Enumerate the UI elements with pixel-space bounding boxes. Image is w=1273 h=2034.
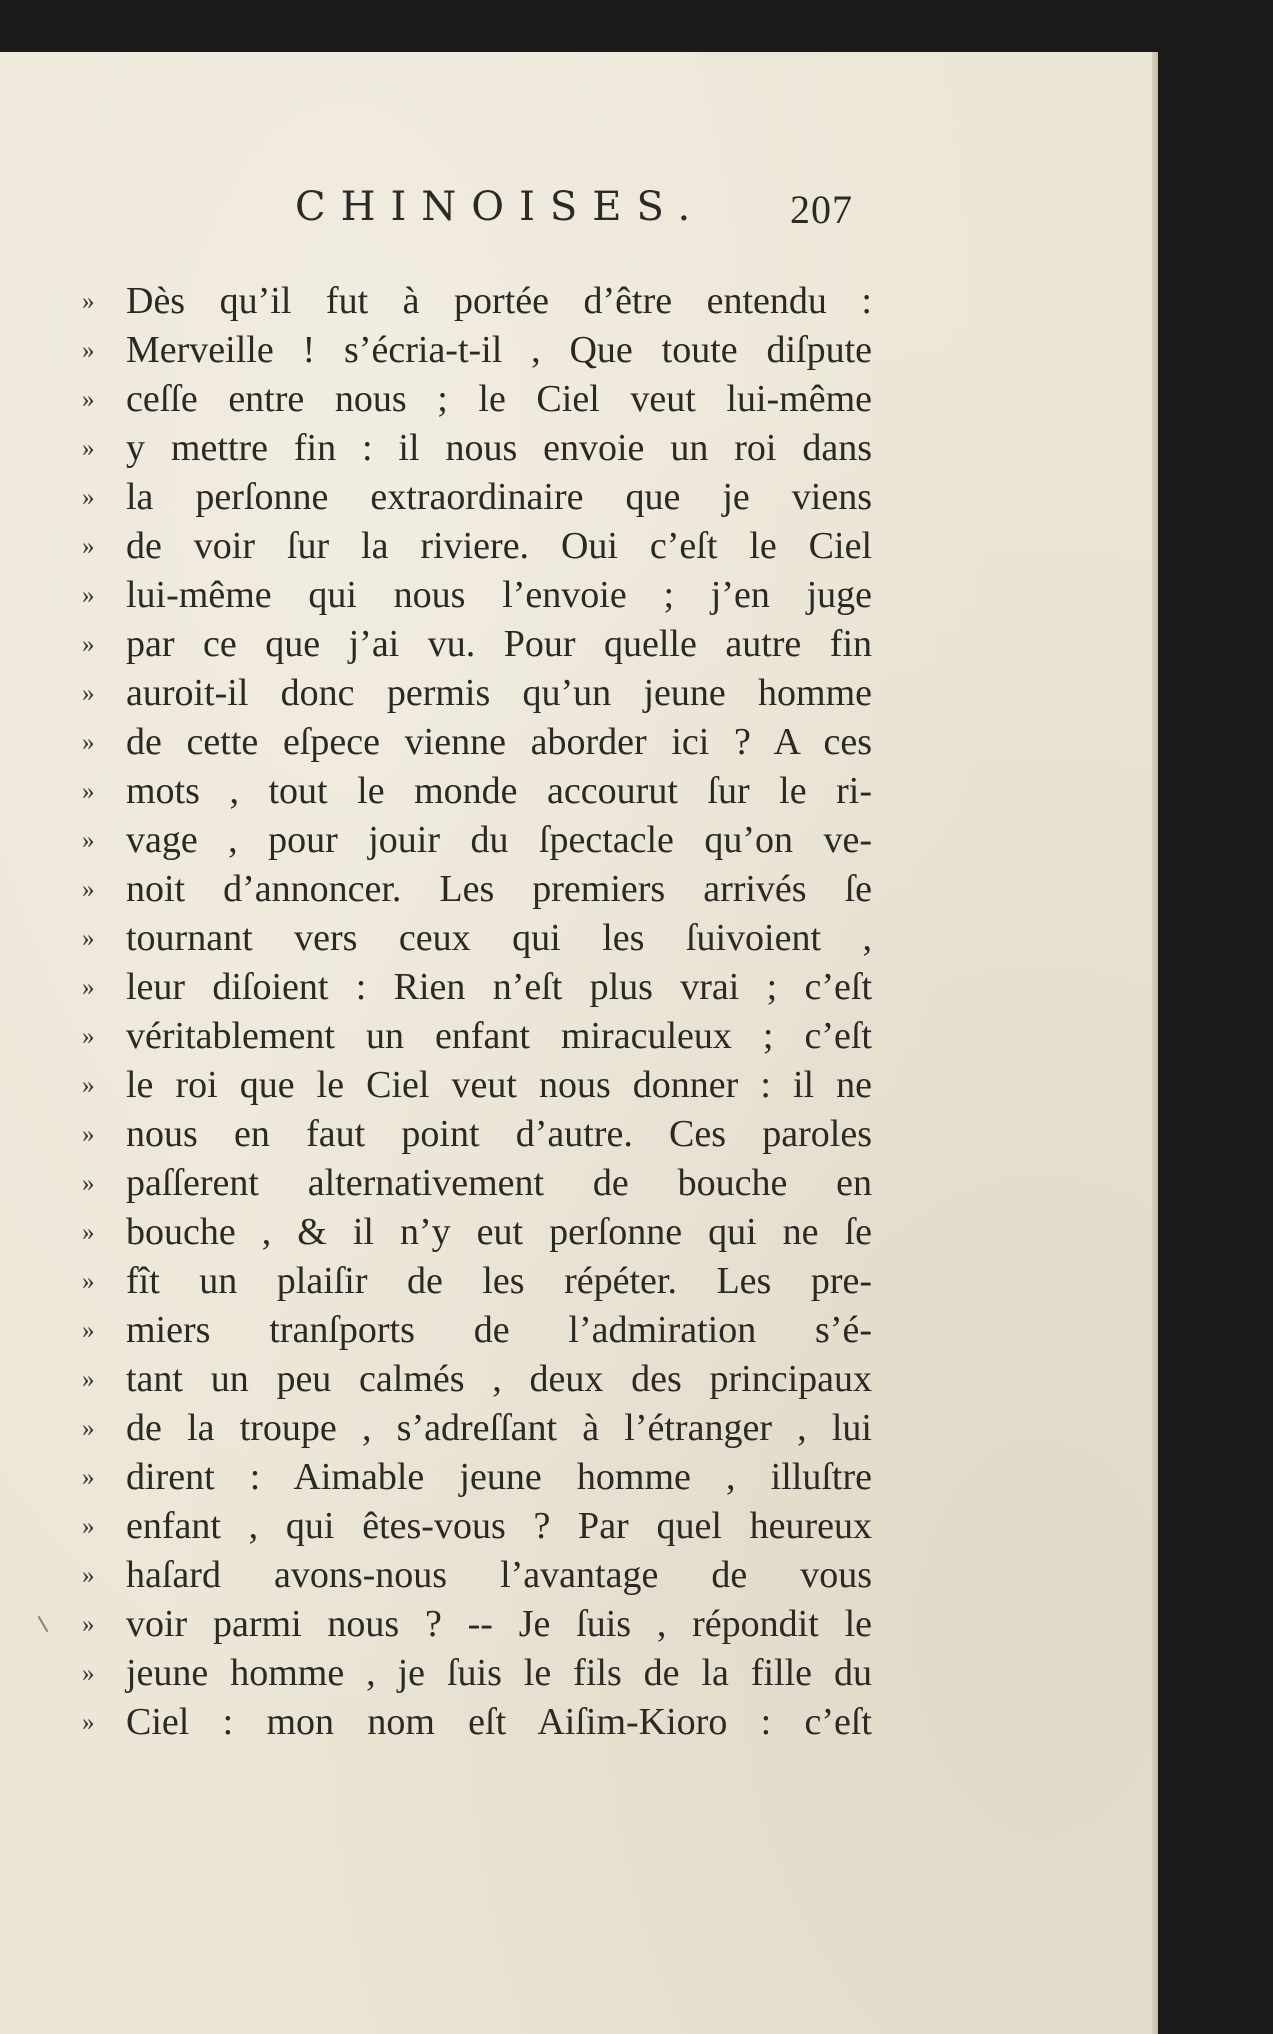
text-line: [82, 1453, 872, 1502]
quote-mark: »: [82, 680, 95, 707]
quote-mark: »: [82, 1121, 95, 1148]
ink-mark: [38, 1616, 49, 1633]
text-line: [82, 1649, 872, 1698]
line-text: tant un peu calmés , deux des principaux: [126, 1358, 872, 1400]
quote-mark: »: [82, 1170, 95, 1197]
line-text: bouche , & il n’y eut perſonne qui ne ſe: [126, 1211, 872, 1253]
line-text: le roi que le Ciel veut nous donner : il ne: [126, 1064, 872, 1106]
text-line: [82, 669, 872, 718]
quote-mark: »: [82, 1415, 95, 1442]
line-text: Dès qu’il fut à portée d’être entendu :: [126, 280, 872, 322]
line-text: Ciel : mon nom eſt Aiſim-Kioro : c’eſt: [126, 1701, 872, 1743]
text-line: [82, 1061, 872, 1110]
quote-mark: »: [82, 1709, 95, 1736]
text-line: [82, 1355, 872, 1404]
quote-mark: »: [82, 435, 95, 462]
text-line: [82, 522, 872, 571]
text-line: [82, 1159, 872, 1208]
line-text: paſſerent alternativement de bouche en: [126, 1162, 872, 1204]
text-line: [82, 1306, 872, 1355]
text-line: [82, 767, 872, 816]
line-text: lui-même qui nous l’envoie ; j’en juge: [126, 574, 872, 616]
quote-mark: »: [82, 1317, 95, 1344]
text-line: [82, 1012, 872, 1061]
line-text: la perſonne extraordinaire que je viens: [126, 476, 872, 518]
text-line: [82, 1404, 872, 1453]
line-text: nous en faut point d’autre. Ces paroles: [126, 1113, 872, 1155]
quote-mark: »: [82, 1464, 95, 1491]
quote-mark: »: [82, 582, 95, 609]
line-text: noit d’annoncer. Les premiers arrivés ſe: [126, 868, 872, 910]
text-line: [82, 816, 872, 865]
text-line: [82, 1600, 872, 1649]
quote-mark: »: [82, 1562, 95, 1589]
text-line: [82, 424, 872, 473]
running-header: [0, 178, 1158, 238]
quote-mark: »: [82, 533, 95, 560]
text-line: [82, 326, 872, 375]
line-text: de la troupe , s’adreſſant à l’étranger , lui: [126, 1407, 872, 1449]
text-line: [82, 865, 872, 914]
line-text: de cette eſpece vienne aborder ici ? A ces: [126, 721, 872, 763]
line-text: tournant vers ceux qui les ſuivoient ,: [126, 917, 872, 959]
quote-mark: »: [82, 484, 95, 511]
line-text: auroit-il donc permis qu’un jeune homme: [126, 672, 872, 714]
quote-mark: »: [82, 1611, 95, 1638]
quote-mark: »: [82, 925, 95, 952]
line-text: dirent : Aimable jeune homme , illuſtre: [126, 1456, 872, 1498]
quote-mark: »: [82, 1219, 95, 1246]
quote-mark: »: [82, 729, 95, 756]
line-text: haſard avons-nous l’avantage de vous: [126, 1554, 872, 1596]
quote-mark: »: [82, 1268, 95, 1295]
text-block: [82, 277, 872, 1747]
page-number: 207: [790, 187, 853, 232]
line-text: voir parmi nous ? -- Je ſuis , répondit le: [126, 1603, 872, 1645]
text-line: [82, 375, 872, 424]
quote-mark: »: [82, 876, 95, 903]
text-line: [82, 277, 872, 326]
text-line: [82, 1257, 872, 1306]
line-text: ceſſe entre nous ; le Ciel veut lui-même: [126, 378, 872, 420]
line-text: y mettre fin : il nous envoie un roi dans: [126, 427, 872, 469]
line-text: jeune homme , je ſuis le fils de la fille du: [126, 1652, 872, 1694]
text-line: [82, 1208, 872, 1257]
quote-mark: »: [82, 827, 95, 854]
book-page: [0, 52, 1158, 2034]
text-line: [82, 1110, 872, 1159]
quote-mark: »: [82, 778, 95, 805]
line-text: fît un plaiſir de les répéter. Les pre-: [126, 1260, 872, 1302]
quote-mark: »: [82, 974, 95, 1001]
quote-mark: »: [82, 631, 95, 658]
line-text: vage , pour jouir du ſpectacle qu’on ve-: [126, 819, 872, 861]
quote-mark: »: [82, 1072, 95, 1099]
text-line: [82, 1698, 872, 1747]
line-text: de voir ſur la riviere. Oui c’eſt le Ciel: [126, 525, 872, 567]
line-text: leur diſoient : Rien n’eſt plus vrai ; c’eſt: [126, 966, 872, 1008]
text-line: [82, 1502, 872, 1551]
line-text: Merveille ! s’écria-t-il , Que toute diſpute: [126, 329, 872, 371]
quote-mark: »: [82, 288, 95, 315]
line-text: miers tranſports de l’admiration s’é-: [126, 1309, 872, 1351]
text-line: [82, 718, 872, 767]
text-line: [82, 571, 872, 620]
text-line: [82, 914, 872, 963]
line-text: enfant , qui êtes-vous ? Par quel heureux: [126, 1505, 872, 1547]
line-text: par ce que j’ai vu. Pour quelle autre fin: [126, 623, 872, 665]
running-title: CHINOISES.: [295, 184, 706, 230]
text-line: [82, 963, 872, 1012]
text-line: [82, 1551, 872, 1600]
quote-mark: »: [82, 1366, 95, 1393]
line-text: mots , tout le monde accourut ſur le ri-: [126, 770, 872, 812]
quote-mark: »: [82, 337, 95, 364]
quote-mark: »: [82, 1513, 95, 1540]
text-line: [82, 473, 872, 522]
line-text: véritablement un enfant miraculeux ; c’eſt: [126, 1015, 872, 1057]
text-line: [82, 620, 872, 669]
quote-mark: »: [82, 1023, 95, 1050]
page-edge: [1152, 52, 1158, 2034]
quote-mark: »: [82, 1660, 95, 1687]
quote-mark: »: [82, 386, 95, 413]
